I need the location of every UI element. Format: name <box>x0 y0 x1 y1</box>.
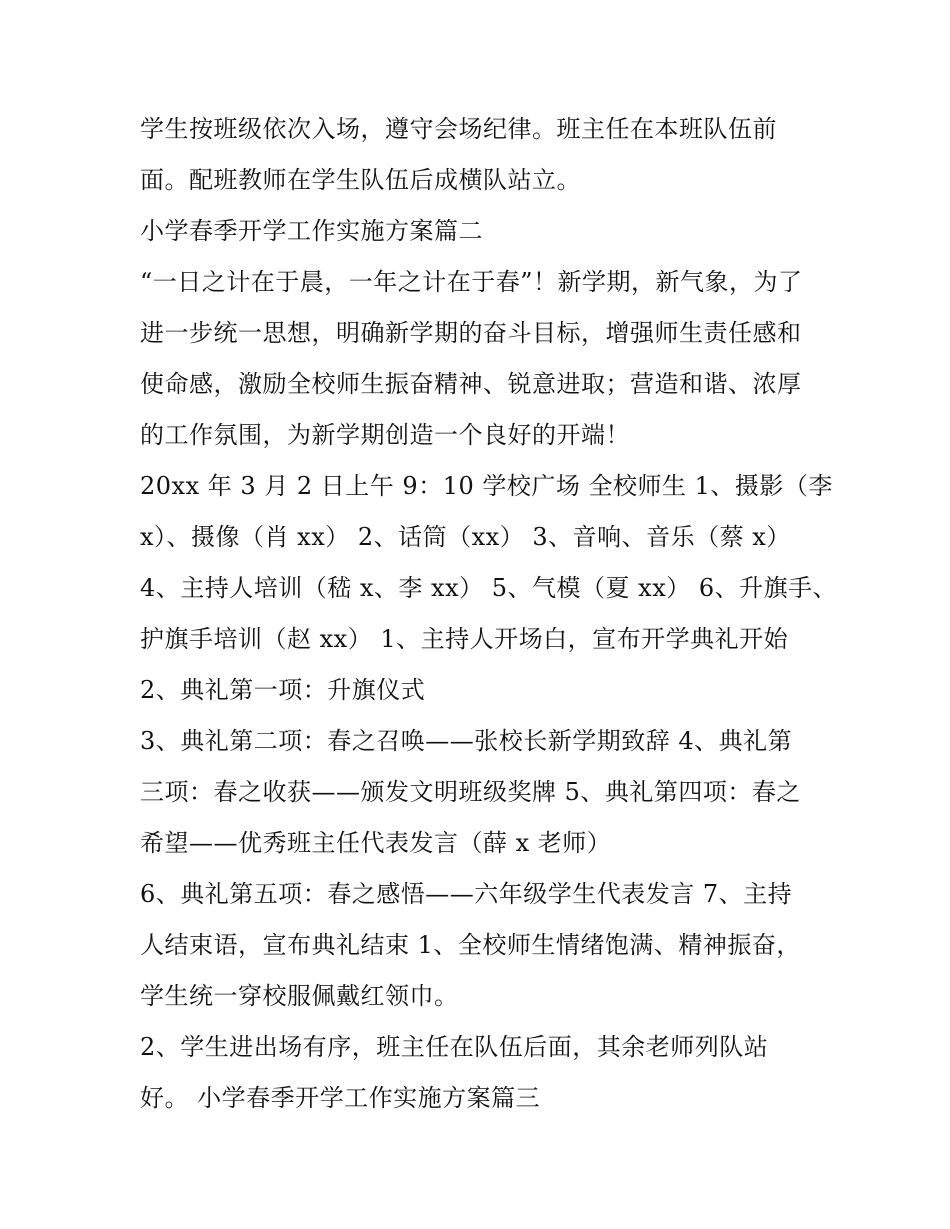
section-heading: 小学春季开学工作实施方案篇二 <box>140 217 483 245</box>
text-line: “一日之计在于晨，一年之计在于春”！新学期，新气象，为了 <box>140 268 803 296</box>
text-line: 4、主持人培训（嵇 x、李 xx） 5、气模（夏 xx） 6、升旗手、 <box>140 574 838 602</box>
document-body <box>140 104 838 1124</box>
text-line: 面。配班教师在学生队伍后成横队站立。 <box>140 166 581 194</box>
text-line: 2、典礼第一项：升旗仪式 <box>140 676 426 704</box>
text-line: 学生按班级依次入场，遵守会场纪律。班主任在本班队伍前 <box>140 115 777 143</box>
text-line: 三项：春之收获——颁发文明班级奖牌 5、典礼第四项：春之 <box>140 778 801 806</box>
text-line: 2、学生进出场有序，班主任在队伍后面，其余老师列队站 <box>140 1033 769 1061</box>
text-line: 3、典礼第二项：春之召唤——张校长新学期致辞 4、典礼第 <box>140 727 793 755</box>
text-line: 6、典礼第五项：春之感悟——六年级学生代表发言 7、主持 <box>140 880 793 908</box>
text-line: 的工作氛围，为新学期创造一个良好的开端！ <box>140 421 630 449</box>
text-line: 护旗手培训（赵 xx） 1、主持人开场白，宣布开学典礼开始 <box>140 625 789 653</box>
text-line: 20xx 年 3 月 2 日上午 9：10 学校广场 全校师生 1、摄影（李 <box>140 472 833 500</box>
text-line: 学生统一穿校服佩戴红领巾。 <box>140 982 459 1010</box>
text-line: 使命感，激励全校师生振奋精神、锐意进取；营造和谐、浓厚 <box>140 370 802 398</box>
text-line: 进一步统一思想，明确新学期的奋斗目标，增强师生责任感和 <box>140 319 802 347</box>
text-line: 人结束语，宣布典礼结束 1、全校师生情绪饱满、精神振奋， <box>140 931 801 959</box>
text-line: x）、摄像（肖 xx） 2、话筒（xx） 3、音响、音乐（蔡 x） <box>140 523 791 551</box>
text-line: 好。 小学春季开学工作实施方案篇三 <box>140 1084 541 1112</box>
text-line: 希望——优秀班主任代表发言（薛 x 老师） <box>140 829 612 857</box>
